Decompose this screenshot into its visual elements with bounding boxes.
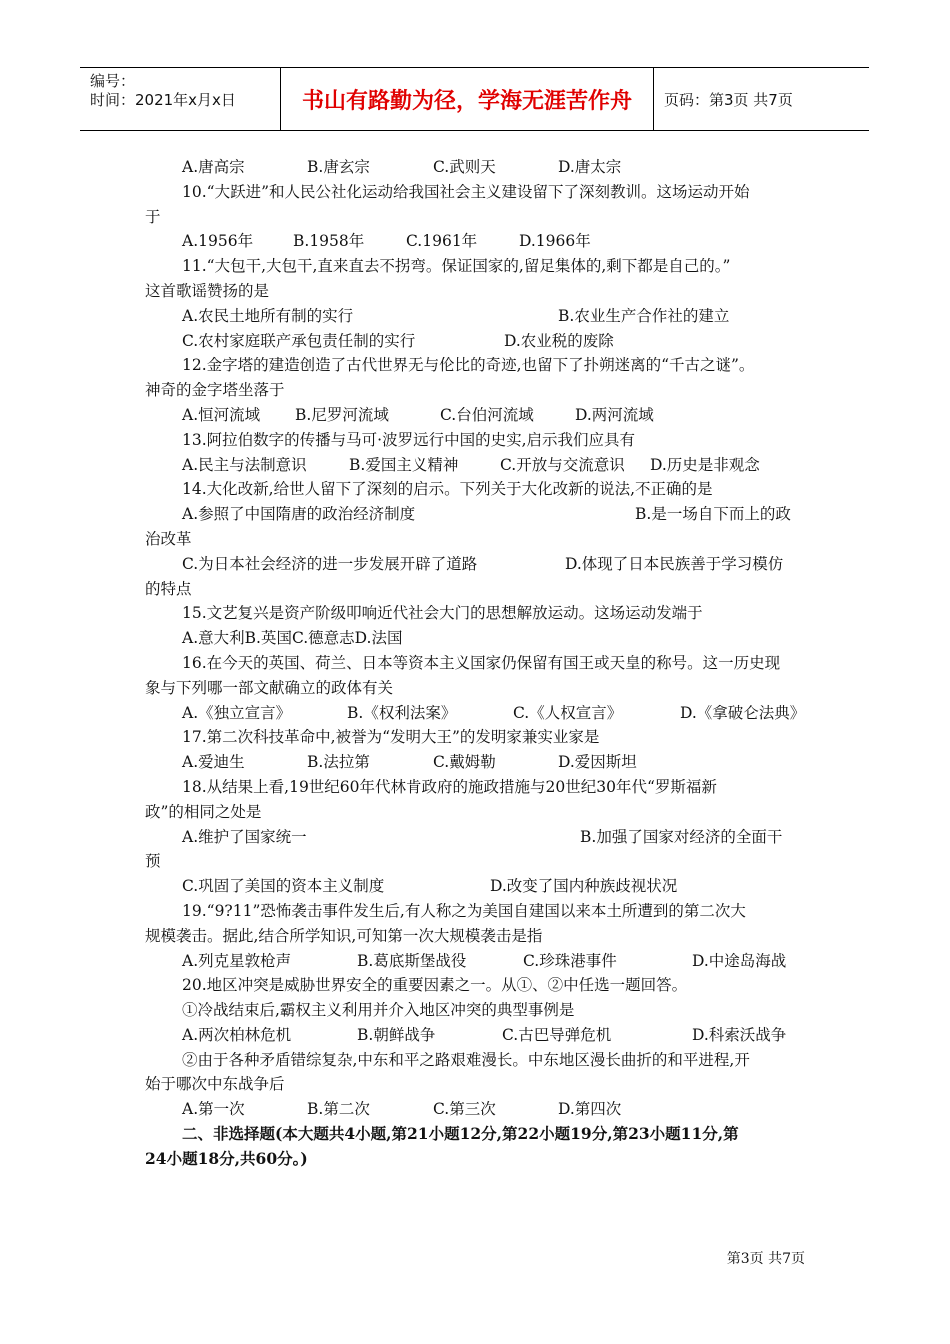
q19-option-c: C.珍珠港事件 [523, 951, 617, 970]
q16-option-d: D.《拿破仑法典》 [680, 703, 806, 722]
q11-option-c: C.农村家庭联产承包责任制的实行 [182, 331, 416, 350]
q17-option-c: C.戴姆勒 [433, 753, 496, 772]
q14-stem: 14.大化改新,给世人留下了深刻的启示。下列关于大化改新的说法,不正确的是 [182, 480, 713, 499]
q16-stem-cont: 象与下列哪一部文献确立的政体有关 [145, 678, 394, 697]
q14-option-d: D.体现了日本民族善于学习模仿 [565, 554, 784, 573]
section2-heading-cont: 24小题18分,共60分。) [145, 1148, 308, 1168]
q12-options [145, 403, 815, 428]
q10-stem: 10.“大跃进”和人民公社化运动给我国社会主义建设留下了深刻教训。这场运动开始 [182, 182, 750, 201]
q16-option-b: B.《权利法案》 [347, 703, 457, 722]
q19-stem-cont: 规模袭击。据此,结合所学知识,可知第一次大规模袭击是指 [145, 926, 543, 945]
q20-sub2-option-c: C.第三次 [433, 1100, 496, 1119]
q9-option-a: A.唐高宗 [182, 158, 245, 176]
q11-option-a: A.农民土地所有制的实行 [182, 306, 354, 325]
q17-option-b: B.法拉第 [307, 753, 370, 772]
q18-stem: 18.从结果上看,19世纪60年代林肯政府的施政措施与20世纪30年代“罗斯福新 [182, 777, 717, 796]
q12-stem-cont: 神奇的金字塔坐落于 [145, 381, 285, 400]
q20-sub1-option-b: B.朝鲜战争 [357, 1025, 436, 1044]
q10-options [145, 229, 815, 254]
q18-option-d: D.改变了国内种族歧视状况 [490, 877, 678, 896]
q20-sub2-stem-cont: 始于哪次中东战争后 [145, 1075, 285, 1094]
q14-option-b-cont: 治改革 [145, 529, 192, 548]
q18-option-c: C.巩固了美国的资本主义制度 [182, 877, 385, 896]
q13-options [145, 453, 815, 478]
q11-options-row1 [145, 304, 815, 329]
q20-sub1-option-c: C.古巴导弹危机 [502, 1025, 612, 1044]
q20-stem: 20.地区冲突是威胁世界安全的重要因素之一。从①、②中任选一题回答。 [182, 976, 688, 995]
q20-sub2-option-d: D.第四次 [558, 1100, 622, 1119]
q19-options [145, 949, 815, 974]
page-footer: 第3页 共7页 [726, 1251, 805, 1267]
q11-stem: 11.“大包干,大包干,直来直去不拐弯。保证国家的,留足集体的,剩下都是自己的。” [182, 257, 731, 276]
q10-option-d: D.1966年 [519, 232, 591, 251]
q11-options-row2 [145, 329, 815, 354]
q14-option-b: B.是一场自下而上的政 [635, 505, 791, 524]
q19-option-a: A.列克星敦枪声 [182, 951, 292, 970]
q20-sub2-options [145, 1097, 815, 1122]
document-header [80, 67, 869, 131]
q9-options [145, 155, 815, 180]
q20-sub1-stem: ①冷战结束后,霸权主义利用并介入地区冲突的典型事例是 [182, 1001, 575, 1020]
q16-options [145, 701, 815, 726]
q10-option-a: A.1956年 [182, 232, 254, 251]
q16-option-a: A.《独立宣言》 [182, 703, 292, 722]
section2-heading: 二、非选择题(本大题共4小题,第21小题12分,第22小题19分,第23小题11分,第 [182, 1124, 739, 1144]
q18-stem-cont: 政”的相同之处是 [145, 802, 262, 821]
q17-option-a: A.爱迪生 [182, 753, 245, 772]
header-meta [80, 68, 281, 130]
time-label: 时间：2021年x月x日 [90, 91, 236, 109]
q12-option-a: A.恒河流域 [182, 405, 261, 424]
q9-option-c: C.武则天 [433, 158, 496, 176]
q16-option-c: C.《人权宣言》 [513, 703, 623, 722]
q18-options-row2 [145, 874, 815, 899]
q20-sub1-options [145, 1023, 815, 1048]
exam-content [145, 155, 815, 1172]
q14-options-row2 [145, 552, 815, 577]
q14-options-row1 [145, 502, 815, 527]
q14-option-c: C.为日本社会经济的进一步发展开辟了道路 [182, 554, 478, 573]
q9-option-b: B.唐玄宗 [307, 158, 370, 176]
q19-stem: 19.“9?11”恐怖袭击事件发生后,有人称之为美国自建国以来本土所遭到的第二次大 [182, 901, 746, 920]
q18-options-row1 [145, 825, 815, 850]
q12-option-d: D.两河流域 [575, 405, 654, 424]
q14-option-d-cont: 的特点 [145, 579, 192, 598]
q20-sub1-option-a: A.两次柏林危机 [182, 1025, 292, 1044]
q13-stem: 13.阿拉伯数字的传播与马可·波罗远行中国的史实,启示我们应具有 [182, 430, 636, 449]
q20-sub2-option-b: B.第二次 [307, 1100, 370, 1119]
q12-option-c: C.台伯河流域 [440, 405, 534, 424]
q17-options [145, 750, 815, 775]
q11-option-b: B.农业生产合作社的建立 [558, 306, 730, 325]
q13-option-a: A.民主与法制意识 [182, 455, 307, 474]
motto: 书山有路勤为径，学海无涯苦作舟 [281, 68, 654, 130]
q19-option-b: B.葛底斯堡战役 [357, 951, 467, 970]
number-label: 编号： [90, 72, 136, 90]
q11-stem-cont: 这首歌谣赞扬的是 [145, 281, 270, 300]
q13-option-b: B.爱国主义精神 [349, 455, 459, 474]
q10-option-b: B.1958年 [293, 232, 365, 251]
q12-option-b: B.尼罗河流域 [295, 405, 389, 424]
q15-stem: 15.文艺复兴是资产阶级叩响近代社会大门的思想解放运动。这场运动发端于 [182, 604, 703, 623]
page-info: 页码：第3页 共7页 [664, 90, 793, 109]
q18-option-b-cont: 预 [145, 852, 161, 871]
q14-option-a: A.参照了中国隋唐的政治经济制度 [182, 505, 416, 524]
q12-stem: 12.金字塔的建造创造了古代世界无与伦比的奇迹,也留下了扑朔迷离的“千古之谜”。 [182, 356, 755, 375]
q20-sub1-option-d: D.科索沃战争 [692, 1025, 787, 1044]
q15-options: A.意大利B.英国C.德意志D.法国 [182, 629, 403, 648]
q17-stem: 17.第二次科技革命中,被誉为“发明大王”的发明家兼实业家是 [182, 728, 600, 747]
q18-option-a: A.维护了国家统一 [182, 827, 307, 846]
q18-option-b: B.加强了国家对经济的全面干 [580, 827, 783, 846]
q10-option-c: C.1961年 [406, 232, 478, 251]
q20-sub2-option-a: A.第一次 [182, 1100, 245, 1119]
q11-option-d: D.农业税的废除 [504, 331, 614, 350]
q10-stem-cont: 于 [145, 207, 161, 226]
q13-option-d: D.历史是非观念 [650, 455, 760, 474]
q17-option-d: D.爱因斯坦 [558, 753, 637, 772]
q20-sub2-stem: ②由于各种矛盾错综复杂,中东和平之路艰难漫长。中东地区漫长曲折的和平进程,开 [182, 1050, 750, 1069]
q19-option-d: D.中途岛海战 [692, 951, 787, 970]
q16-stem: 16.在今天的英国、荷兰、日本等资本主义国家仍保留有国王或天皇的称号。这一历史现 [182, 653, 781, 672]
q13-option-c: C.开放与交流意识 [500, 455, 625, 474]
q9-option-d: D.唐太宗 [558, 158, 622, 176]
